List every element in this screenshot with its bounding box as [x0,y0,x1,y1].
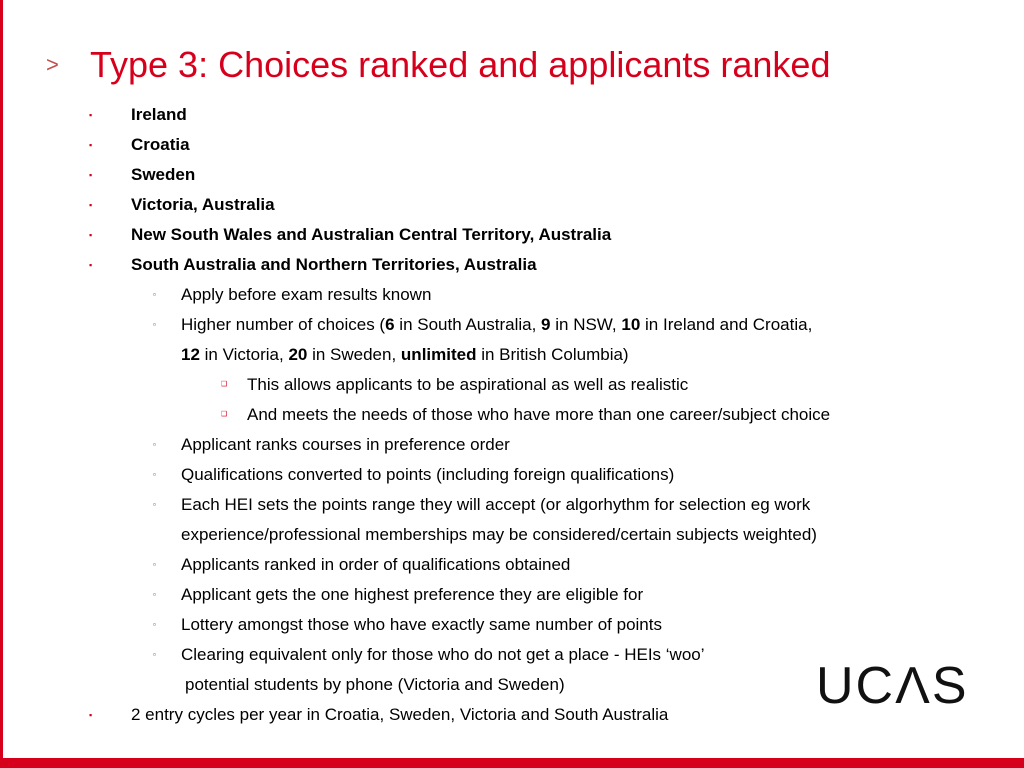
sub-needs: And meets the needs of those who have more than one career/subject choice [247,405,831,424]
item-nsw: New South Wales and Australian Central Territory, Australia [131,225,612,244]
slide-title: Type 3: Choices ranked and applicants ranked [90,44,831,85]
box-bullet-icon: ❑ [221,411,228,418]
sub-apply: Apply before exam results known [181,285,432,304]
hollow-square-bullet-icon: ▫ [153,500,156,509]
square-bullet-icon: ▪ [89,140,93,150]
left-accent-bar [0,0,3,768]
item-sweden: Sweden [131,165,196,184]
sub-aspirational: This allows applicants to be aspirational as well as realistic [247,375,689,394]
number-10: 10 [621,315,641,334]
sub-choices-line-1 [181,313,812,337]
item-entry-cycles: 2 entry cycles per year in Croatia, Sweden, Victoria and South Australia [131,705,669,724]
sub-converted: Qualifications converted to points (including foreign qualifications) [181,465,675,484]
sub-ranks: Applicant ranks courses in preference order [181,435,510,454]
hollow-square-bullet-icon: ▫ [153,290,156,299]
sub-lottery: Lottery amongst those who have exactly same number of points [181,615,662,634]
square-bullet-icon: ▪ [89,200,93,210]
item-ireland: Ireland [131,105,187,124]
sub-clearing-line-2: potential students by phone (Victoria and Sweden) [185,675,565,694]
number-12: 12 [181,345,200,364]
sub-hei-line-2: experience/professional memberships may be considered/certain subjects weighted) [181,525,817,544]
text-span: in Sweden, [307,345,401,364]
text-span: in British Columbia) [476,345,629,364]
hollow-square-bullet-icon: ▫ [153,470,156,479]
bottom-accent-bar [0,758,1024,768]
item-croatia: Croatia [131,135,190,154]
text-span: in Ireland and Croatia, [640,315,813,334]
unlimited-text: unlimited [400,345,477,364]
number-20: 20 [288,345,308,364]
box-bullet-icon: ❑ [221,381,228,388]
square-bullet-icon: ▪ [89,230,93,240]
item-south-australia: South Australia and Northern Territories, Australia [131,255,537,274]
number-6: 6 [385,315,395,334]
square-bullet-icon: ▪ [89,110,93,120]
sub-choices-line-2 [181,343,629,367]
sub-hei-line-1: Each HEI sets the points range they will accept (or algorhythm for selection eg work [181,495,811,514]
text-span: in NSW, [550,315,622,334]
text-span: Higher number of choices ( [181,315,386,334]
square-bullet-icon: ▪ [89,170,93,180]
text-span: in Victoria, [199,345,289,364]
text-span: in South Australia, [394,315,542,334]
hollow-square-bullet-icon: ▫ [153,440,156,449]
sub-highest: Applicant gets the one highest preference they are eligible for [181,585,644,604]
hollow-square-bullet-icon: ▫ [153,590,156,599]
item-victoria: Victoria, Australia [131,195,275,214]
number-9: 9 [541,315,551,334]
hollow-square-bullet-icon: ▫ [153,650,156,659]
sub-ranked: Applicants ranked in order of qualifications obtained [181,555,571,574]
square-bullet-icon: ▪ [89,260,93,270]
hollow-square-bullet-icon: ▫ [153,620,156,629]
hollow-square-bullet-icon: ▫ [153,320,156,329]
ucas-logo: UCΛS [816,657,969,715]
square-bullet-icon: ▪ [89,710,93,720]
hollow-square-bullet-icon: ▫ [153,560,156,569]
title-chevron-icon: > [46,52,59,77]
sub-clearing-line-1: Clearing equivalent only for those who do not get a place - HEIs ‘woo’ [181,645,705,664]
